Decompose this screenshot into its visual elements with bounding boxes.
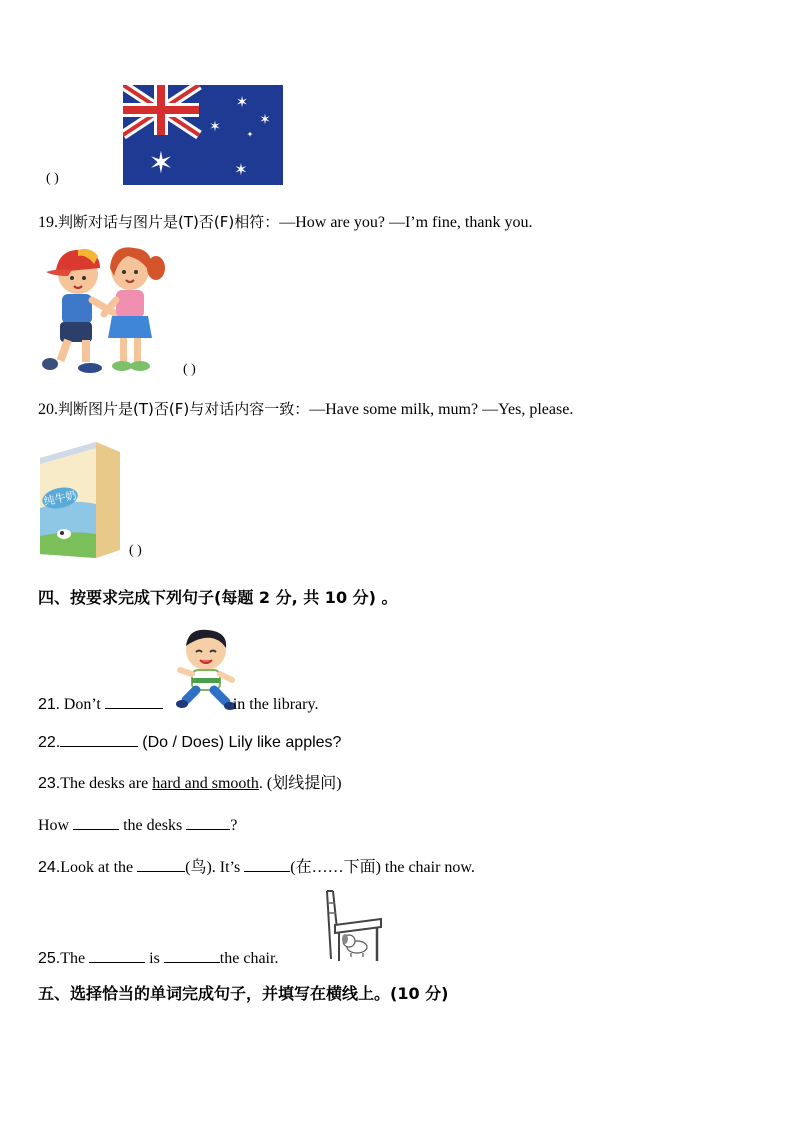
q25-part3: the chair. (219, 950, 279, 967)
q22-blank[interactable] (60, 732, 138, 747)
q21-text-after: in the library. (232, 696, 319, 713)
q23-how: How (38, 817, 70, 834)
q19-question (38, 212, 532, 233)
q23-underlined-phrase: hard and smooth (152, 775, 259, 792)
q21-question (38, 694, 318, 715)
q19-prompt: 判断对话与图片是(T)否(F)相符： (58, 213, 280, 231)
chair-dog-image (321, 889, 383, 965)
q24-question (38, 857, 475, 878)
q18-answer-paren: ( ) (46, 171, 59, 186)
q25-blank-2[interactable] (164, 948, 220, 963)
svg-text:✶: ✶ (259, 112, 271, 128)
q19-answer-paren: ( ) (183, 362, 196, 377)
q21-text-before: . Don’t (55, 696, 101, 713)
svg-text:✶: ✶ (235, 93, 249, 111)
q19-number: 19. (38, 214, 58, 231)
q19-dialogue: —How are you? —I’m fine, thank you. (279, 214, 533, 231)
q24-number: 24. (38, 859, 61, 876)
q25-question (38, 948, 278, 969)
svg-text:✶: ✶ (148, 146, 174, 181)
q24-part2: (鸟). It’s (185, 859, 241, 876)
milk-carton-image (38, 438, 122, 560)
q23-blank-1[interactable] (73, 815, 119, 830)
q24-part3: (在……下面) the chair now. (290, 859, 475, 876)
section-4-title: 四、按要求完成下列句子(每题 2 分, 共 10 分) 。 (38, 588, 398, 607)
q20-answer-paren: ( ) (129, 543, 142, 558)
q20-question (38, 399, 573, 420)
q23-answer-line (38, 815, 237, 836)
q23-blank-2[interactable] (186, 815, 230, 830)
q24-blank-1[interactable] (137, 857, 185, 872)
section-5-title: 五、选择恰当的单词完成句子，并填写在横线上。(10 分) (38, 984, 449, 1003)
q21-number: 21 (38, 696, 56, 713)
q23-text-after: . (划线提问) (258, 775, 342, 792)
q25-part1: The (60, 950, 86, 967)
q22-question (38, 732, 341, 753)
q20-prompt: 判断图片是(T)否(F)与对话内容一致： (58, 400, 310, 418)
q21-blank[interactable] (105, 694, 163, 709)
q25-number: 25. (38, 950, 61, 967)
q23-mid: the desks (123, 817, 183, 834)
svg-text:✶: ✶ (209, 119, 221, 135)
q25-blank-1[interactable] (89, 948, 145, 963)
children-greeting-image (38, 242, 173, 378)
q20-number: 20. (38, 401, 58, 418)
q23-end: ? (230, 817, 238, 834)
q23-question (38, 774, 342, 794)
q20-dialogue: —Have some milk, mum? —Yes, please. (309, 401, 574, 418)
q24-part1: Look at the (60, 859, 134, 876)
svg-text:✶: ✶ (234, 160, 248, 179)
australia-flag-image (123, 85, 283, 185)
milk-carton-label: 纯牛奶 (42, 488, 78, 509)
q23-text-before: The desks are (60, 775, 149, 792)
svg-text:✦: ✦ (246, 130, 254, 139)
q23-number: 23. (38, 775, 61, 792)
q22-text: (Do / Does) Lily like apples? (142, 734, 342, 751)
q24-blank-2[interactable] (244, 857, 290, 872)
q22-number: 22. (38, 734, 61, 751)
q25-part2: is (149, 950, 160, 967)
